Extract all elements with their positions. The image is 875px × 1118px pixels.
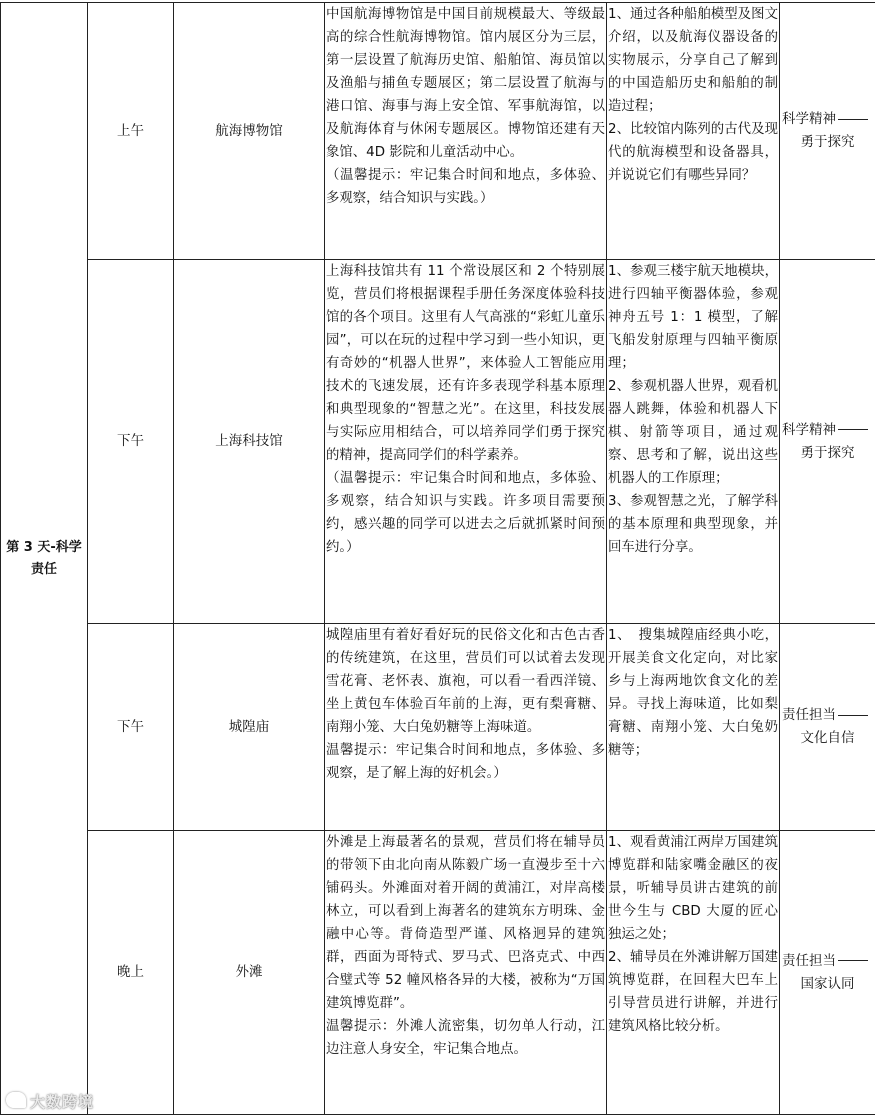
value-secondary: 文化自信 (800, 730, 855, 746)
task-cell (607, 624, 780, 831)
tip-note: （温馨提示：牢记集合时间和地点，多体验、多观察，结合知识与实践。许多项目需要预约，感兴趣的同学可以进去之后就抓紧时间预约。） (326, 471, 605, 555)
tip-note: 温馨提示：外滩人流密集，切勿单人行动，江边注意人身安全，牢记集合地点。 (326, 1019, 605, 1057)
tip-note: （温馨提示：牢记集合时间和地点，多体验、多观察，结合知识与实践。） (326, 168, 605, 206)
table-row (1, 831, 875, 1115)
description-cell (325, 260, 607, 624)
task-item: 1、通过各种船舶模型及图文介绍，以及航海仪器设备的实物展示，分享自己了解到的中国造船历史和船舶的制造过程； (608, 7, 778, 114)
value-secondary: 勇于探究 (800, 134, 855, 150)
dash-divider (838, 960, 868, 961)
task-cell (607, 3, 780, 260)
time-cell: 上午 (88, 3, 174, 260)
description-cell (325, 831, 607, 1115)
place-cell: 外滩 (174, 831, 325, 1115)
description-text: 上海科技馆共有 11 个常设展区和 2 个特别展览，营员们将根据课程手册任务深度体验科技馆的各个项目。这里有人气高涨的“彩虹儿童乐园”，可以在玩的过程中学习到一些小知识，更有奇妙的“机器人世界”，来体验人工智能应用技术的飞速发展，还有许多表现学科基本原理和典型现象的“智慧之光”。在这里，科技发展与实际应用相结合，可以培养同学们勇于探究的精神，提高同学们的科学素养。 (326, 264, 605, 463)
value-primary: 责任担当 (782, 707, 836, 723)
task-item: 1、 搜集城隍庙经典小吃，开展美食文化定向，对比家乡与上海两地饮食文化的差异。寻找上海味道，比如梨膏糖、南翔小笼、大白兔奶糖等； (608, 628, 778, 758)
task-item: 3、参观智慧之光，了解学科的基本原理和典型现象，并回车进行分享。 (608, 494, 778, 555)
value-primary: 科学精神 (782, 421, 836, 438)
description-text: 城隍庙里有着好看好玩的民俗文化和古色古香的传统建筑，在这里，营员们可以试着去发现雪花膏、老怀表、旗袍，可以看一看西洋镜、坐上黄包车体验百年前的上海，更有梨膏糖、南翔小笼、大白兔奶糖等上海味道。 (326, 628, 605, 735)
time-cell: 下午 (88, 260, 174, 624)
value-cell (780, 3, 875, 260)
value-primary: 科学精神 (782, 111, 836, 127)
place-cell: 城隍庙 (174, 624, 325, 831)
task-item: 1、参观三楼宇航天地模块，进行四轴平衡器体验，参观神舟五号 1：1 模型，了解飞船发射原理与四轴平衡原理； (608, 264, 778, 371)
description-text: 外滩是上海最著名的景观，营员们将在辅导员的带领下由北向南从陈毅广场一直漫步至十六铺码头。外滩面对着开阔的黄浦江，对岸高楼林立，可以看到上海著名的建筑东方明珠、金融中心等。背倚造型严谨、风格迥异的建筑群，西面为哥特式、罗马式、巴洛克式、中西合璧式等 52 幢风格各异的大楼，被称为“万国建筑博览群”。 (326, 835, 605, 1011)
task-item: 2、辅导员在外滩讲解万国建筑博览群，在回程大巴车上引导营员进行讲解，并进行建筑风格比较分析。 (608, 950, 778, 1034)
place-cell: 上海科技馆 (174, 260, 325, 624)
table-row (1, 3, 875, 260)
table-row (1, 624, 875, 831)
value-secondary: 国家认同 (800, 975, 855, 992)
value-cell (780, 624, 875, 831)
day-label: 第 3 天-科学责任 (1, 3, 88, 1115)
task-item: 1、观看黄浦江两岸万国建筑博览群和陆家嘴金融区的夜景，听辅导员讲古建筑的前世今生与 CBD 大厦的匠心独运之处； (608, 835, 778, 942)
value-cell (780, 831, 875, 1115)
value-secondary: 勇于探究 (800, 444, 855, 461)
task-item: 2、比较馆内陈列的古代及现代的航海模型和设备器具，并说说它们有哪些异同？ (608, 122, 778, 183)
chat-bubble-icon (6, 1092, 26, 1108)
task-cell (607, 831, 780, 1115)
value-primary: 责任担当 (782, 952, 836, 969)
description-cell (325, 3, 607, 260)
dash-divider (838, 119, 868, 120)
dash-divider (838, 715, 868, 716)
time-cell: 晚上 (88, 831, 174, 1115)
place-cell: 航海博物馆 (174, 3, 325, 260)
tip-note: 温馨提示：牢记集合时间和地点，多体验、多观察，是了解上海的好机会。） (326, 743, 605, 781)
table-row (1, 260, 875, 624)
watermark (6, 1091, 94, 1112)
time-cell: 下午 (88, 624, 174, 831)
task-cell (607, 260, 780, 624)
description-cell (325, 624, 607, 831)
watermark-text: 大数跨境 (30, 1093, 95, 1111)
dash-divider (838, 429, 868, 430)
description-text: 中国航海博物馆是中国目前规模最大、等级最高的综合性航海博物馆。馆内展区分为三层，第一层设置了航海历史馆、船舶馆、海员馆以及渔船与捕鱼专题展区；第二层设置了航海与港口馆、海事与海上安全馆、军事航海馆，以及航海体育与休闲专题展区。博物馆还建有天象馆、4D 影院和儿童活动中心。 (326, 7, 605, 160)
itinerary-table (0, 2, 875, 1115)
value-cell (780, 260, 875, 624)
task-item: 2、参观机器人世界，观看机器人跳舞，体验和机器人下棋、射箭等项目，通过观察、思考和了解，说出这些机器人的工作原理； (608, 379, 778, 486)
